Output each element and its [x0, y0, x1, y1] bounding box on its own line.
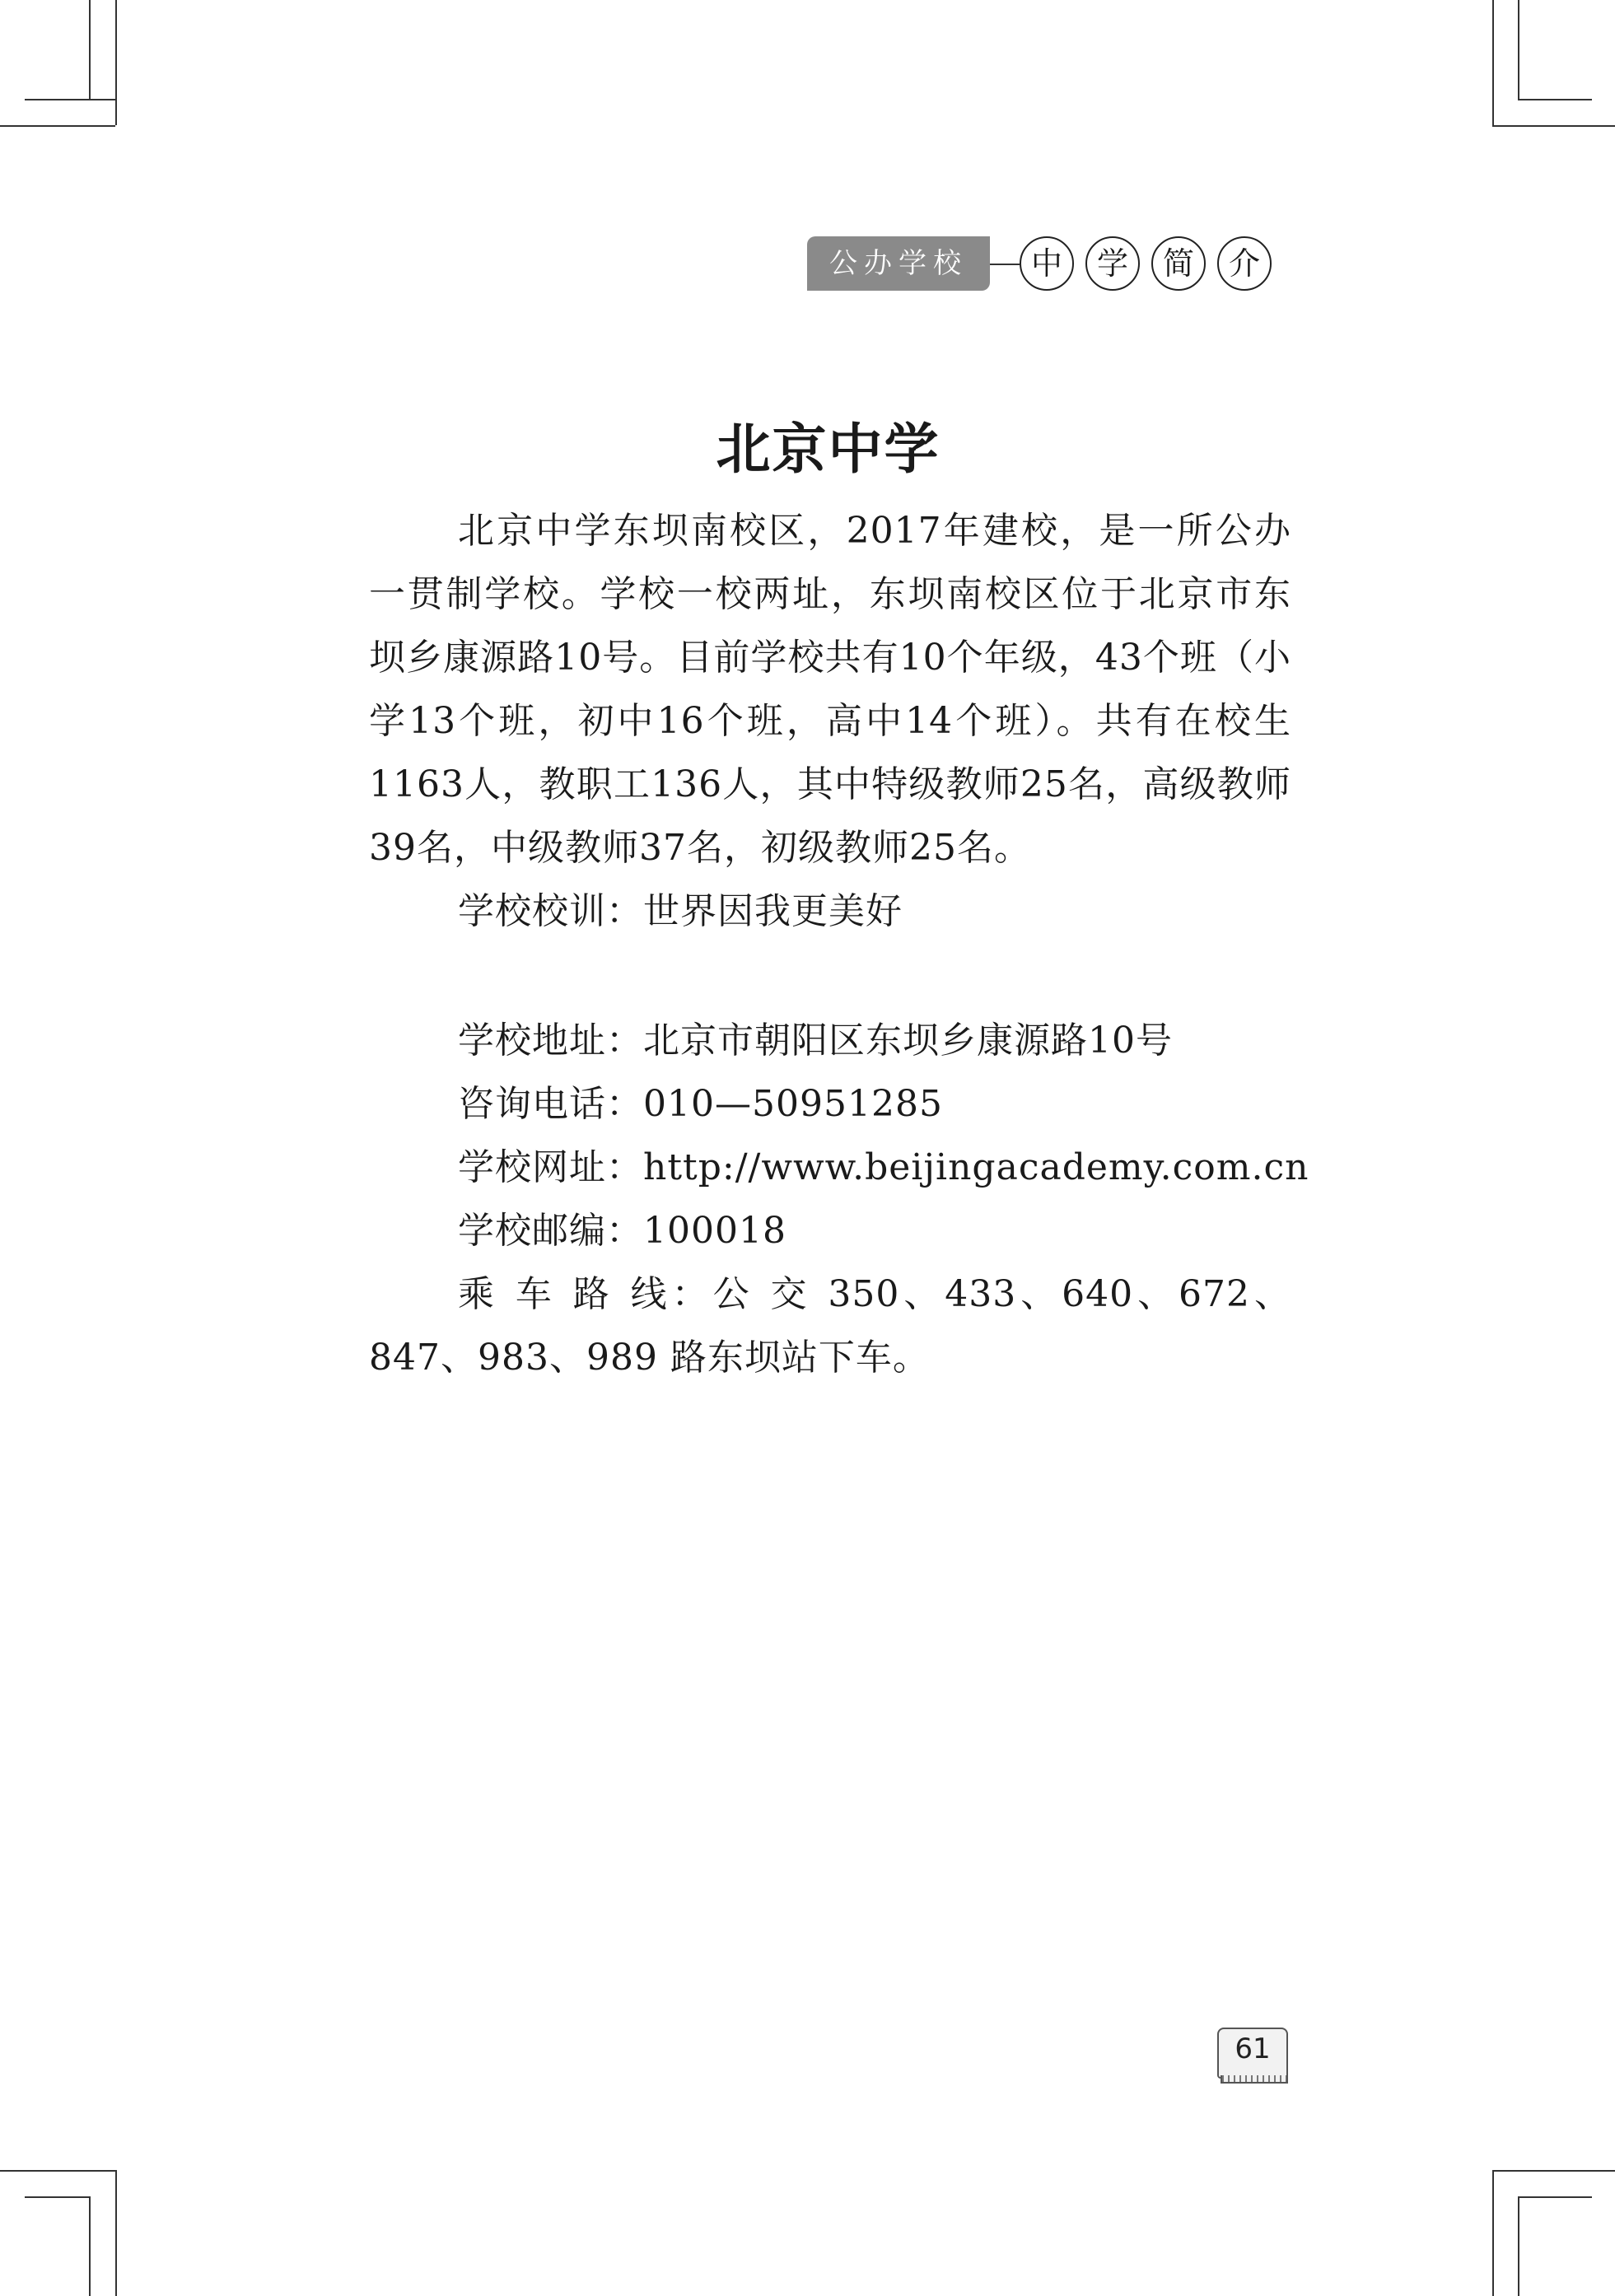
crop-mark: [89, 2196, 91, 2296]
crop-mark: [1518, 2196, 1592, 2198]
school-phone: 咨询电话：010—50951285: [458, 1083, 943, 1125]
intro-paragraph: 北京中学东坝南校区，2017年建校，是一所公办一贯制学校。学校一校两址，东坝南校区位于北京市东坝乡康源路10号。目前学校共有10个年级，43个班（小学13个班，初中16个班，高中14个班）。共有在校生1163人，教职工136人，其中特级教师25名，高级教师39名，中级教师37名，初级教师25名。: [369, 510, 1291, 869]
school-website[interactable]: 学校网址：http://www.beijingacademy.com.cn: [458, 1146, 1309, 1188]
bus-route: 乘 车 路 线：公 交 350、433、640、672、847、983、989 路东坝站下车。: [369, 1273, 1291, 1379]
section-tag: 公办学校: [807, 236, 990, 291]
header-divider: [990, 264, 1020, 265]
crop-mark: [1492, 2170, 1615, 2172]
book-pages: [1221, 2075, 1288, 2084]
school-motto: 学校校训：世界因我更美好: [458, 890, 903, 932]
crop-mark: [115, 2170, 117, 2296]
crop-mark: [0, 125, 115, 127]
circle-char: 简: [1151, 236, 1206, 291]
page-number-badge: [1217, 2028, 1291, 2085]
crop-mark: [1492, 0, 1494, 125]
crop-mark: [0, 2170, 115, 2172]
crop-mark: [115, 0, 117, 125]
crop-mark: [1518, 2196, 1519, 2296]
crop-mark: [1492, 125, 1615, 127]
crop-mark: [89, 0, 91, 100]
circle-char: 学: [1085, 236, 1140, 291]
circle-char: 中: [1020, 236, 1074, 291]
school-postcode: 学校邮编：100018: [458, 1210, 786, 1252]
section-header: [807, 236, 1301, 291]
crop-mark: [25, 99, 117, 100]
crop-mark: [1492, 2170, 1494, 2296]
page-title: 北京中学: [716, 418, 941, 481]
crop-mark: [25, 2196, 91, 2198]
crop-mark: [1518, 0, 1519, 100]
school-address: 学校地址：北京市朝阳区东坝乡康源路10号: [458, 1020, 1173, 1062]
article-body: [369, 499, 1309, 1389]
page-number: 61: [1235, 2032, 1271, 2065]
crop-mark: [1518, 99, 1592, 100]
circle-char: 介: [1217, 236, 1272, 291]
